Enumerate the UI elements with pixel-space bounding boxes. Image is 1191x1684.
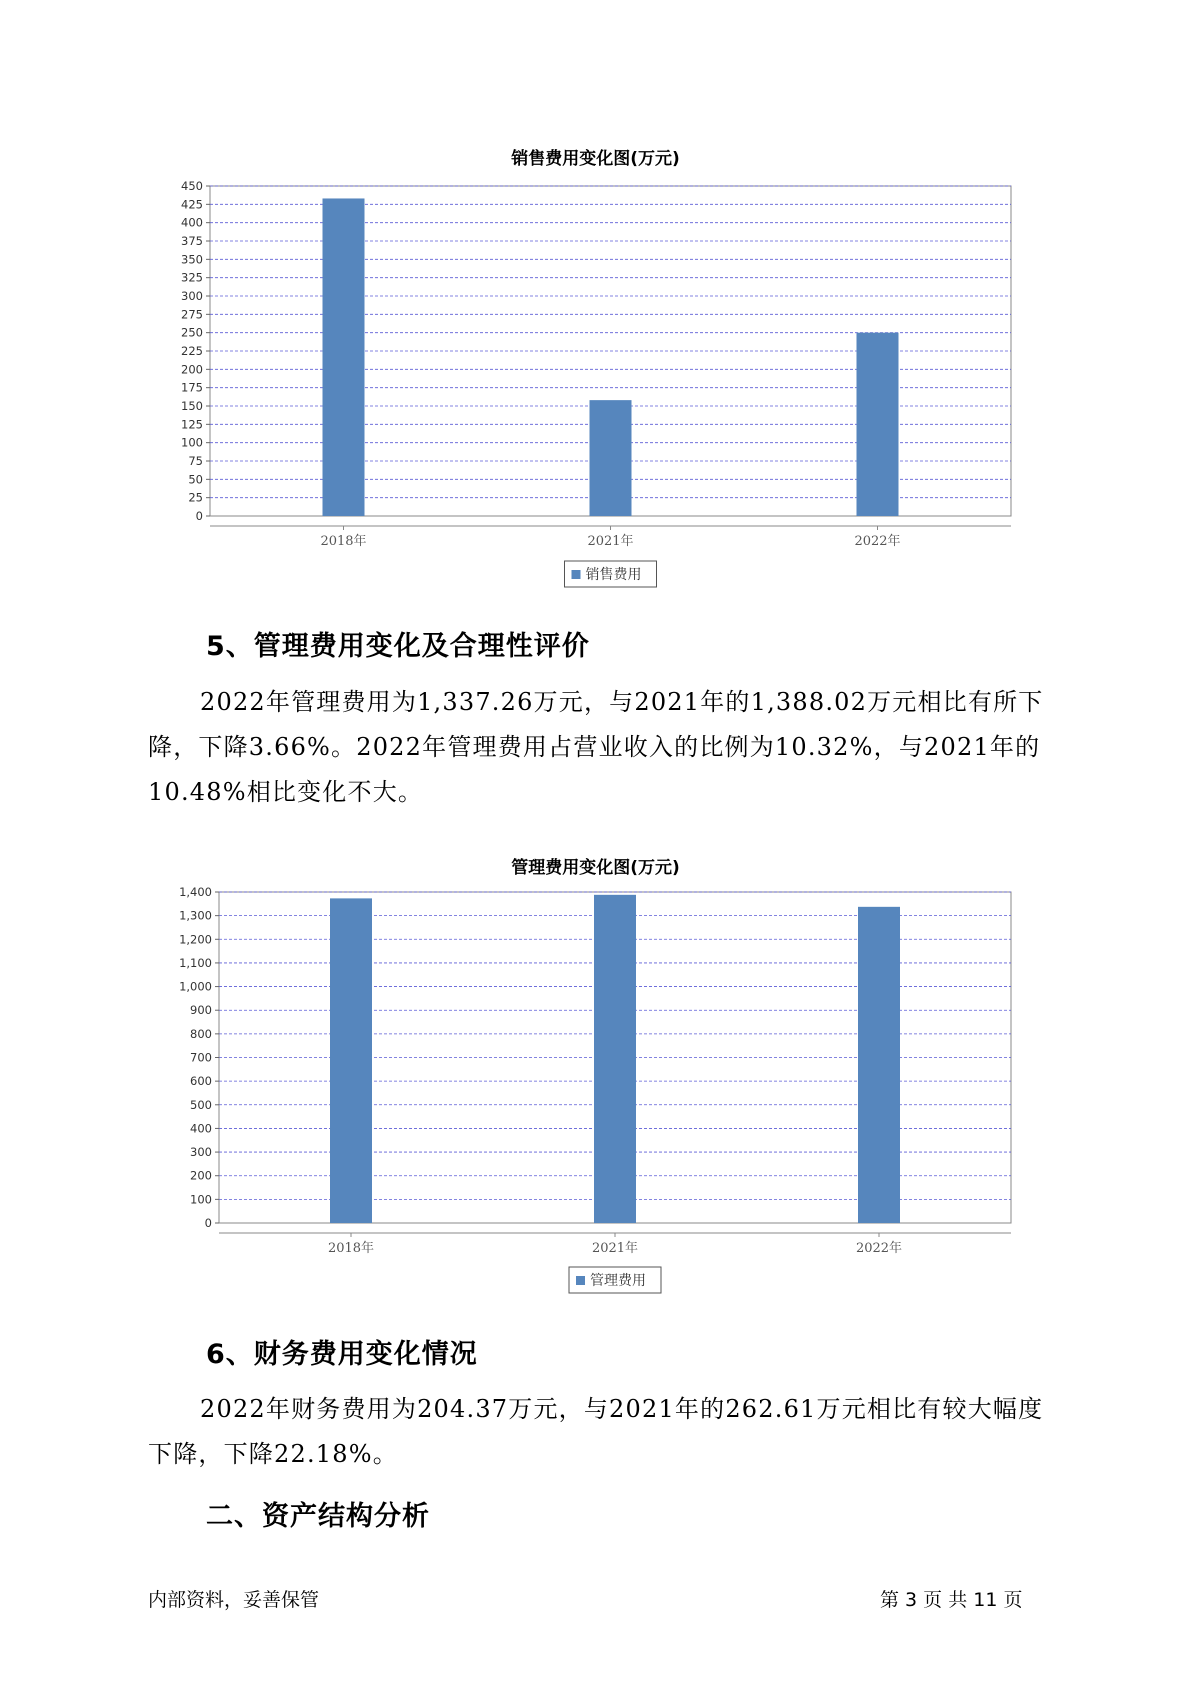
y-tick-label: 100: [190, 1192, 212, 1207]
section-6-paragraph: 2022年财务费用为204.37万元，与2021年的262.61万元相比有较大幅度下降，下降22.18%。: [148, 1395, 1044, 1468]
y-tick-label: 800: [190, 1026, 212, 1041]
chart-1-title: 销售费用变化图(万元): [511, 149, 680, 169]
y-tick-label: 275: [181, 307, 203, 322]
x-tick-label: 2022年: [855, 1241, 903, 1256]
y-tick-label: 325: [181, 270, 203, 285]
y-tick-label: 450: [181, 179, 203, 193]
x-tick-label: 2022年: [854, 534, 901, 549]
y-tick-label: 75: [188, 454, 203, 468]
y-tick-label: 175: [181, 380, 203, 395]
part-2-heading: 二、资产结构分析: [206, 1501, 430, 1532]
y-tick-label: 100: [181, 435, 203, 450]
section-5-paragraph: 2022年管理费用为1,337.26万元，与2021年的1,388.02万元相比有所下降，下降3.66%。2022年管理费用占营业收入的比例为10.32%，与2021年的10.48%相比变化不大。: [148, 688, 1044, 806]
y-tick-label: 250: [181, 325, 203, 340]
y-tick-label: 125: [181, 417, 203, 432]
y-tick-label: 500: [190, 1097, 212, 1112]
y-tick-label: 700: [190, 1050, 212, 1065]
y-tick-label: 0: [195, 509, 203, 523]
legend-swatch: [576, 1276, 585, 1285]
bar: [594, 895, 636, 1223]
y-tick-label: 350: [181, 252, 203, 267]
chart-2-title: 管理费用变化图(万元): [511, 858, 680, 878]
y-tick-label: 1,400: [179, 885, 212, 899]
y-tick-label: 400: [190, 1121, 212, 1136]
section-6-heading: 6、财务费用变化情况: [206, 1339, 478, 1370]
y-tick-label: 375: [181, 234, 203, 248]
y-tick-label: 425: [181, 197, 203, 212]
x-tick-label: 2021年: [587, 534, 634, 549]
x-tick-label: 2018年: [320, 534, 367, 549]
y-tick-label: 200: [190, 1168, 212, 1183]
y-tick-label: 0: [204, 1216, 212, 1230]
bar: [330, 898, 372, 1223]
y-tick-label: 1,300: [179, 908, 212, 923]
y-tick-label: 900: [190, 1003, 212, 1018]
y-tick-label: 600: [190, 1074, 212, 1089]
footer-confidential-note: 内部资料，妥善保管: [148, 1589, 320, 1611]
y-tick-label: 1,000: [179, 979, 212, 994]
footer-page-number: 第 3 页 共 11 页: [880, 1589, 1023, 1611]
section-5-heading: 5、管理费用变化及合理性评价: [206, 631, 590, 662]
y-tick-label: 25: [188, 490, 203, 505]
y-tick-label: 300: [190, 1145, 212, 1160]
y-tick-label: 400: [181, 215, 203, 230]
y-tick-label: 300: [181, 289, 203, 303]
y-tick-label: 1,200: [179, 932, 212, 947]
legend-label: 管理费用: [590, 1273, 646, 1289]
y-tick-label: 225: [181, 344, 203, 358]
bar: [858, 907, 900, 1223]
y-tick-label: 50: [188, 472, 203, 487]
y-tick-label: 1,100: [179, 955, 212, 970]
x-tick-label: 2018年: [327, 1241, 375, 1256]
y-tick-label: 150: [181, 399, 203, 413]
legend-label: 销售费用: [585, 567, 642, 583]
y-tick-label: 200: [181, 362, 203, 377]
x-tick-label: 2021年: [591, 1241, 639, 1256]
